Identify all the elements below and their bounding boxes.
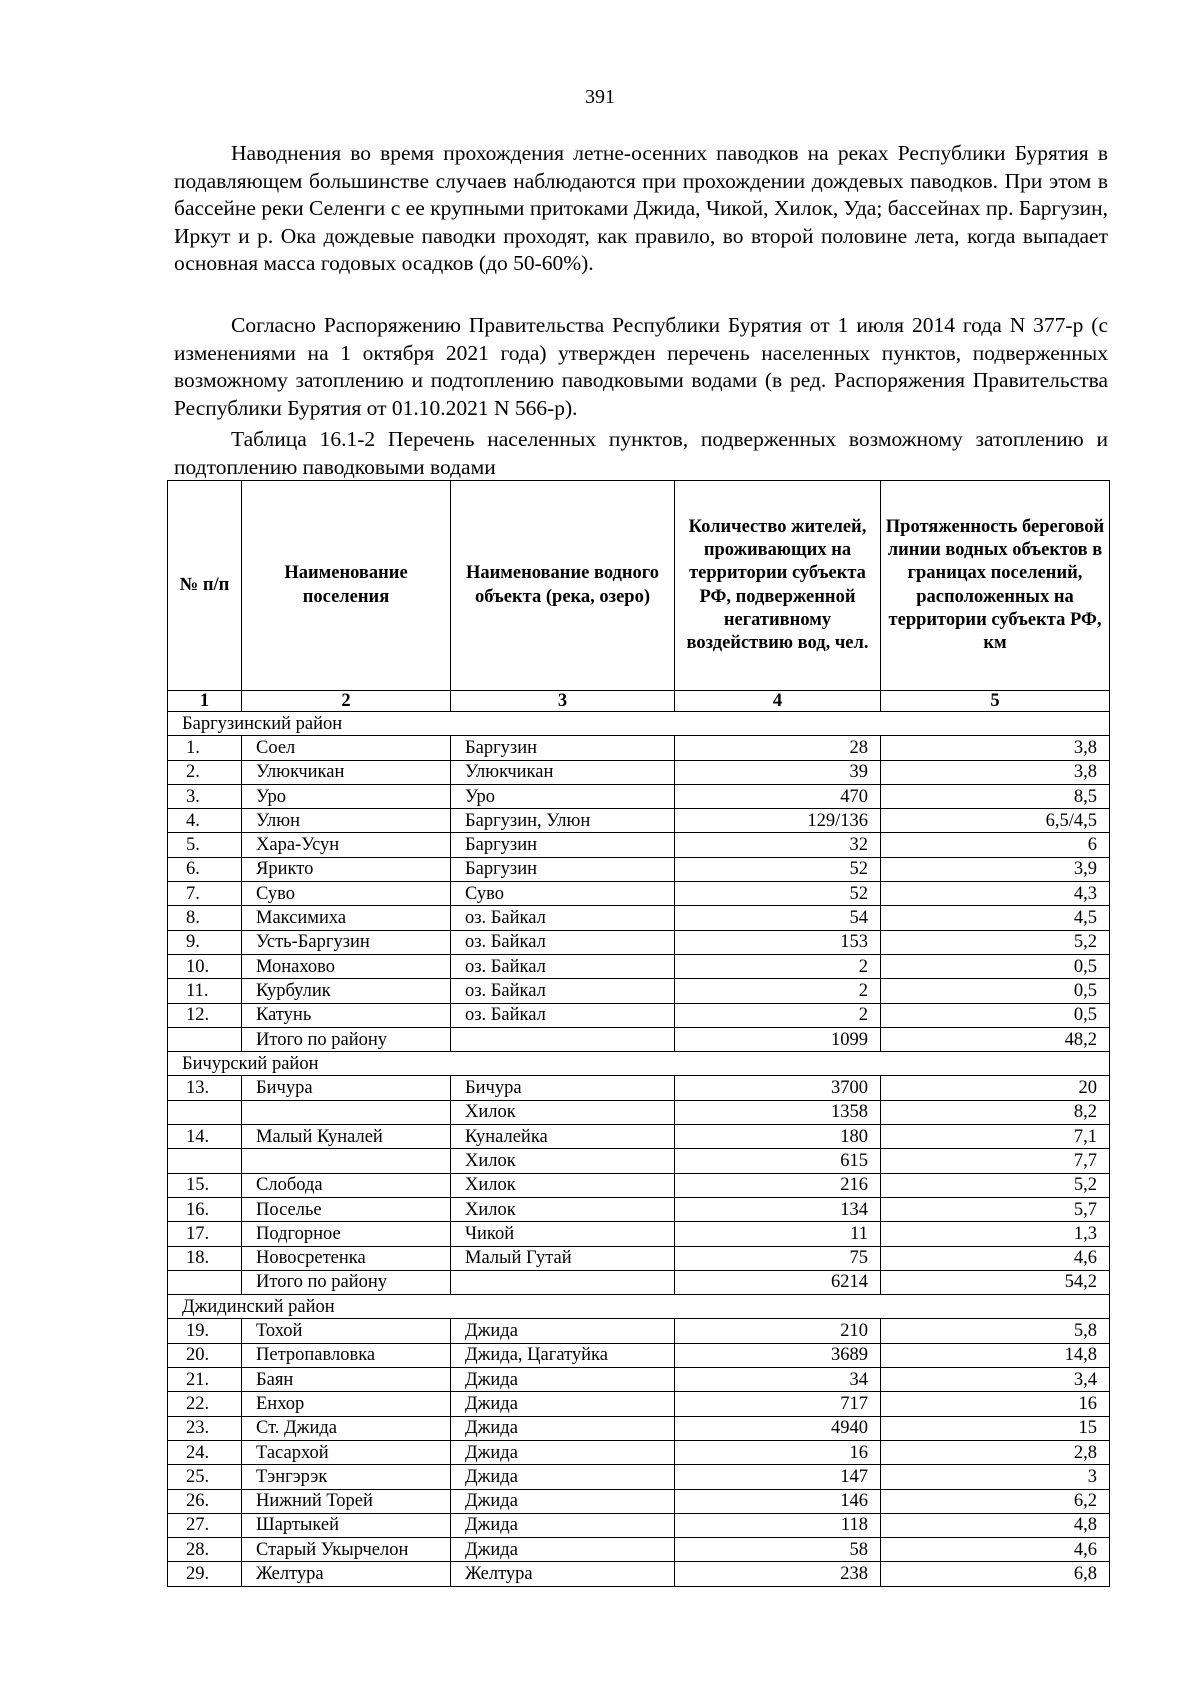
district-name: Бичурский район — [168, 1052, 1110, 1076]
shoreline-length: 16 — [881, 1392, 1110, 1416]
residents-count: 2 — [675, 979, 881, 1003]
water-body-name: Джида — [451, 1319, 675, 1343]
water-body-name — [451, 1027, 675, 1051]
row-number: 17. — [168, 1222, 242, 1246]
table-row — [168, 1562, 1110, 1586]
settlement-name: Максимиха — [242, 906, 451, 930]
settlement-name: Баян — [242, 1368, 451, 1392]
table-row — [168, 760, 1110, 784]
settlement-name: Хара-Усун — [242, 833, 451, 857]
shoreline-length: 20 — [881, 1076, 1110, 1100]
table-caption-text: Таблица 16.1-2 Перечень населенных пунктов, подверженных возможному затоплению и подтоплению паводковыми водами — [174, 427, 1108, 479]
row-number: 12. — [168, 1003, 242, 1027]
table-row — [168, 1125, 1110, 1149]
settlement-name: Итого по району — [242, 1270, 451, 1294]
shoreline-length: 0,5 — [881, 979, 1110, 1003]
residents-count: 3700 — [675, 1076, 881, 1100]
table-row — [168, 906, 1110, 930]
residents-count: 129/136 — [675, 809, 881, 833]
water-body-name: Желтура — [451, 1562, 675, 1586]
settlement-name: Новосретенка — [242, 1246, 451, 1270]
water-body-name: Джида — [451, 1440, 675, 1464]
shoreline-length: 4,3 — [881, 882, 1110, 906]
table-row — [168, 1319, 1110, 1343]
water-body-name — [451, 1270, 675, 1294]
shoreline-length: 3,9 — [881, 857, 1110, 881]
residents-count: 11 — [675, 1222, 881, 1246]
settlement-name: Поселье — [242, 1197, 451, 1221]
table-row — [168, 833, 1110, 857]
shoreline-length: 15 — [881, 1416, 1110, 1440]
table-row — [168, 1368, 1110, 1392]
settlement-name: Ст. Джида — [242, 1416, 451, 1440]
residents-count: 717 — [675, 1392, 881, 1416]
shoreline-length: 0,5 — [881, 954, 1110, 978]
settlement-name: Подгорное — [242, 1222, 451, 1246]
water-body-name: Баргузин — [451, 857, 675, 881]
column-number: 2 — [242, 691, 451, 712]
shoreline-length: 14,8 — [881, 1343, 1110, 1367]
water-body-name: Суво — [451, 882, 675, 906]
column-number-row — [168, 691, 1110, 712]
table-row — [168, 930, 1110, 954]
table-row — [168, 1343, 1110, 1367]
table-row — [168, 1513, 1110, 1537]
water-body-name: Джида — [451, 1538, 675, 1562]
water-body-name: Баргузин, Улюн — [451, 809, 675, 833]
table-row — [168, 1076, 1110, 1100]
shoreline-length: 6 — [881, 833, 1110, 857]
column-number: 5 — [881, 691, 1110, 712]
total-row — [168, 1027, 1110, 1051]
settlement-name: Ярикто — [242, 857, 451, 881]
table-row — [168, 1440, 1110, 1464]
water-body-name: Куналейка — [451, 1125, 675, 1149]
shoreline-length: 6,2 — [881, 1489, 1110, 1513]
settlement-name: Соел — [242, 736, 451, 760]
table-row — [168, 979, 1110, 1003]
column-number: 1 — [168, 691, 242, 712]
shoreline-length: 8,5 — [881, 784, 1110, 808]
row-number: 10. — [168, 954, 242, 978]
table-row — [168, 857, 1110, 881]
district-row — [168, 712, 1110, 736]
water-body-name: Джида — [451, 1513, 675, 1537]
paragraph-floods — [174, 140, 1108, 278]
shoreline-length: 3,8 — [881, 736, 1110, 760]
row-number: 24. — [168, 1440, 242, 1464]
settlement-name: Бичура — [242, 1076, 451, 1100]
table-row — [168, 1416, 1110, 1440]
row-number: 8. — [168, 906, 242, 930]
shoreline-length: 3,4 — [881, 1368, 1110, 1392]
shoreline-length: 5,8 — [881, 1319, 1110, 1343]
table-row — [168, 882, 1110, 906]
district-name: Баргузинский район — [168, 712, 1110, 736]
header-water-body: Наименование водного объекта (река, озеро) — [451, 481, 675, 691]
table-row — [168, 1392, 1110, 1416]
settlement-name: Итого по району — [242, 1027, 451, 1051]
residents-count: 180 — [675, 1125, 881, 1149]
water-body-name: Уро — [451, 784, 675, 808]
table-body — [168, 712, 1110, 1587]
district-row — [168, 1052, 1110, 1076]
row-number: 19. — [168, 1319, 242, 1343]
settlement-name: Петропавловка — [242, 1343, 451, 1367]
residents-count: 6214 — [675, 1270, 881, 1294]
row-number: 25. — [168, 1465, 242, 1489]
water-body-name: оз. Байкал — [451, 930, 675, 954]
row-number: 28. — [168, 1538, 242, 1562]
district-row — [168, 1295, 1110, 1319]
water-body-name: оз. Байкал — [451, 906, 675, 930]
shoreline-length: 6,8 — [881, 1562, 1110, 1586]
settlements-table — [167, 480, 1110, 1587]
row-number: 22. — [168, 1392, 242, 1416]
header-shoreline: Протяженность береговой линии водных объектов в границах поселений, расположенных на территории субъекта РФ, км — [881, 481, 1110, 691]
row-number: 15. — [168, 1173, 242, 1197]
water-body-name: Джида — [451, 1392, 675, 1416]
shoreline-length: 0,5 — [881, 1003, 1110, 1027]
total-row — [168, 1270, 1110, 1294]
water-body-name: оз. Байкал — [451, 1003, 675, 1027]
district-name: Джидинский район — [168, 1295, 1110, 1319]
settlement-name: Тэнгэрэк — [242, 1465, 451, 1489]
shoreline-length: 5,2 — [881, 1173, 1110, 1197]
table-row — [168, 1197, 1110, 1221]
row-number: 27. — [168, 1513, 242, 1537]
water-body-name: Джида, Цагатуйка — [451, 1343, 675, 1367]
water-body-name: Малый Гутай — [451, 1246, 675, 1270]
water-body-name: Бичура — [451, 1076, 675, 1100]
residents-count: 238 — [675, 1562, 881, 1586]
header-residents: Количество жителей, проживающих на территории субъекта РФ, подверженной негативному воздействию вод, чел. — [675, 481, 881, 691]
row-number: 6. — [168, 857, 242, 881]
residents-count: 52 — [675, 882, 881, 906]
table-row — [168, 1465, 1110, 1489]
settlement-name: Старый Укырчелон — [242, 1538, 451, 1562]
settlement-name: Енхор — [242, 1392, 451, 1416]
shoreline-length: 1,3 — [881, 1222, 1110, 1246]
row-number: 23. — [168, 1416, 242, 1440]
row-number — [168, 1100, 242, 1124]
row-number — [168, 1270, 242, 1294]
residents-count: 2 — [675, 954, 881, 978]
water-body-name: Хилок — [451, 1100, 675, 1124]
residents-count: 1358 — [675, 1100, 881, 1124]
residents-count: 75 — [675, 1246, 881, 1270]
residents-count: 39 — [675, 760, 881, 784]
water-body-name: Баргузин — [451, 736, 675, 760]
settlement-name: Курбулик — [242, 979, 451, 1003]
water-body-name: Джида — [451, 1368, 675, 1392]
shoreline-length: 54,2 — [881, 1270, 1110, 1294]
row-number: 11. — [168, 979, 242, 1003]
header-num: № п/п — [168, 481, 242, 691]
residents-count: 216 — [675, 1173, 881, 1197]
residents-count: 28 — [675, 736, 881, 760]
table-row — [168, 1149, 1110, 1173]
residents-count: 34 — [675, 1368, 881, 1392]
row-number: 2. — [168, 760, 242, 784]
residents-count: 3689 — [675, 1343, 881, 1367]
residents-count: 2 — [675, 1003, 881, 1027]
table-row — [168, 1246, 1110, 1270]
table-row — [168, 736, 1110, 760]
settlement-name — [242, 1100, 451, 1124]
paragraph-text: Согласно Распоряжению Правительства Республики Бурятия от 1 июля 2014 года N 377-р (с изменениями на 1 октября 2021 года) утвержден перечень населенных пунктов, подверженных возможному затоплению и подтоплению паводковыми водами (в ред. Распоряжения Правительства Республики Бурятия от 01.10.2021 N 566-р). — [174, 313, 1108, 420]
water-body-name: Джида — [451, 1489, 675, 1513]
table-row — [168, 1003, 1110, 1027]
table-row — [168, 954, 1110, 978]
shoreline-length: 7,7 — [881, 1149, 1110, 1173]
column-number: 4 — [675, 691, 881, 712]
row-number — [168, 1027, 242, 1051]
row-number: 20. — [168, 1343, 242, 1367]
settlement-name: Нижний Торей — [242, 1489, 451, 1513]
row-number: 13. — [168, 1076, 242, 1100]
settlement-name: Малый Куналей — [242, 1125, 451, 1149]
shoreline-length: 8,2 — [881, 1100, 1110, 1124]
settlement-name: Тасархой — [242, 1440, 451, 1464]
shoreline-length: 4,5 — [881, 906, 1110, 930]
table-row — [168, 1100, 1110, 1124]
water-body-name: Джида — [451, 1465, 675, 1489]
row-number: 21. — [168, 1368, 242, 1392]
shoreline-length: 48,2 — [881, 1027, 1110, 1051]
residents-count: 16 — [675, 1440, 881, 1464]
shoreline-length: 3 — [881, 1465, 1110, 1489]
shoreline-length: 4,8 — [881, 1513, 1110, 1537]
paragraph-order — [174, 312, 1108, 422]
residents-count: 210 — [675, 1319, 881, 1343]
water-body-name: Джида — [451, 1416, 675, 1440]
table-row — [168, 1489, 1110, 1513]
row-number — [168, 1149, 242, 1173]
settlement-name: Улюкчикан — [242, 760, 451, 784]
settlement-name: Улюн — [242, 809, 451, 833]
page-number: 391 — [585, 86, 615, 108]
table-row — [168, 809, 1110, 833]
settlement-name: Усть-Баргузин — [242, 930, 451, 954]
table-header-row — [168, 481, 1110, 691]
residents-count: 134 — [675, 1197, 881, 1221]
row-number: 4. — [168, 809, 242, 833]
row-number: 3. — [168, 784, 242, 808]
column-number: 3 — [451, 691, 675, 712]
residents-count: 153 — [675, 930, 881, 954]
residents-count: 32 — [675, 833, 881, 857]
settlement-name: Суво — [242, 882, 451, 906]
shoreline-length: 6,5/4,5 — [881, 809, 1110, 833]
water-body-name: Хилок — [451, 1173, 675, 1197]
table-row — [168, 1222, 1110, 1246]
row-number: 7. — [168, 882, 242, 906]
residents-count: 54 — [675, 906, 881, 930]
row-number: 26. — [168, 1489, 242, 1513]
settlement-name: Слобода — [242, 1173, 451, 1197]
settlement-name: Катунь — [242, 1003, 451, 1027]
row-number: 5. — [168, 833, 242, 857]
table-row — [168, 1173, 1110, 1197]
shoreline-length: 5,2 — [881, 930, 1110, 954]
settlement-name: Монахово — [242, 954, 451, 978]
row-number: 18. — [168, 1246, 242, 1270]
residents-count: 58 — [675, 1538, 881, 1562]
settlement-name: Тохой — [242, 1319, 451, 1343]
water-body-name: оз. Байкал — [451, 979, 675, 1003]
settlement-name — [242, 1149, 451, 1173]
water-body-name: оз. Байкал — [451, 954, 675, 978]
table-row — [168, 1538, 1110, 1562]
row-number: 29. — [168, 1562, 242, 1586]
water-body-name: Чикой — [451, 1222, 675, 1246]
shoreline-length: 2,8 — [881, 1440, 1110, 1464]
residents-count: 146 — [675, 1489, 881, 1513]
shoreline-length: 4,6 — [881, 1538, 1110, 1562]
water-body-name: Хилок — [451, 1197, 675, 1221]
residents-count: 52 — [675, 857, 881, 881]
residents-count: 615 — [675, 1149, 881, 1173]
paragraph-text: Наводнения во время прохождения летне-осенних паводков на реках Республики Бурятия в подавляющем большинстве случаев наблюдаются при прохождении дождевых паводков. При этом в бассейне реки Селенги с ее крупными притоками Джида, Чикой, Хилок, Уда; бассейнах пр. Баргузин, Иркут и р. Ока дождевые паводки проходят, как правило, во второй половине лета, когда выпадает основная масса годовых осадков (до 50-60%). — [174, 141, 1108, 276]
table-caption — [174, 426, 1108, 481]
water-body-name: Хилок — [451, 1149, 675, 1173]
water-body-name: Улюкчикан — [451, 760, 675, 784]
shoreline-length: 3,8 — [881, 760, 1110, 784]
residents-count: 470 — [675, 784, 881, 808]
header-settlement: Наименование поселения — [242, 481, 451, 691]
row-number: 16. — [168, 1197, 242, 1221]
water-body-name: Баргузин — [451, 833, 675, 857]
residents-count: 4940 — [675, 1416, 881, 1440]
settlement-name: Желтура — [242, 1562, 451, 1586]
shoreline-length: 4,6 — [881, 1246, 1110, 1270]
table-row — [168, 784, 1110, 808]
settlement-name: Уро — [242, 784, 451, 808]
settlement-name: Шартыкей — [242, 1513, 451, 1537]
row-number: 9. — [168, 930, 242, 954]
residents-count: 1099 — [675, 1027, 881, 1051]
shoreline-length: 7,1 — [881, 1125, 1110, 1149]
shoreline-length: 5,7 — [881, 1197, 1110, 1221]
residents-count: 147 — [675, 1465, 881, 1489]
residents-count: 118 — [675, 1513, 881, 1537]
row-number: 1. — [168, 736, 242, 760]
row-number: 14. — [168, 1125, 242, 1149]
